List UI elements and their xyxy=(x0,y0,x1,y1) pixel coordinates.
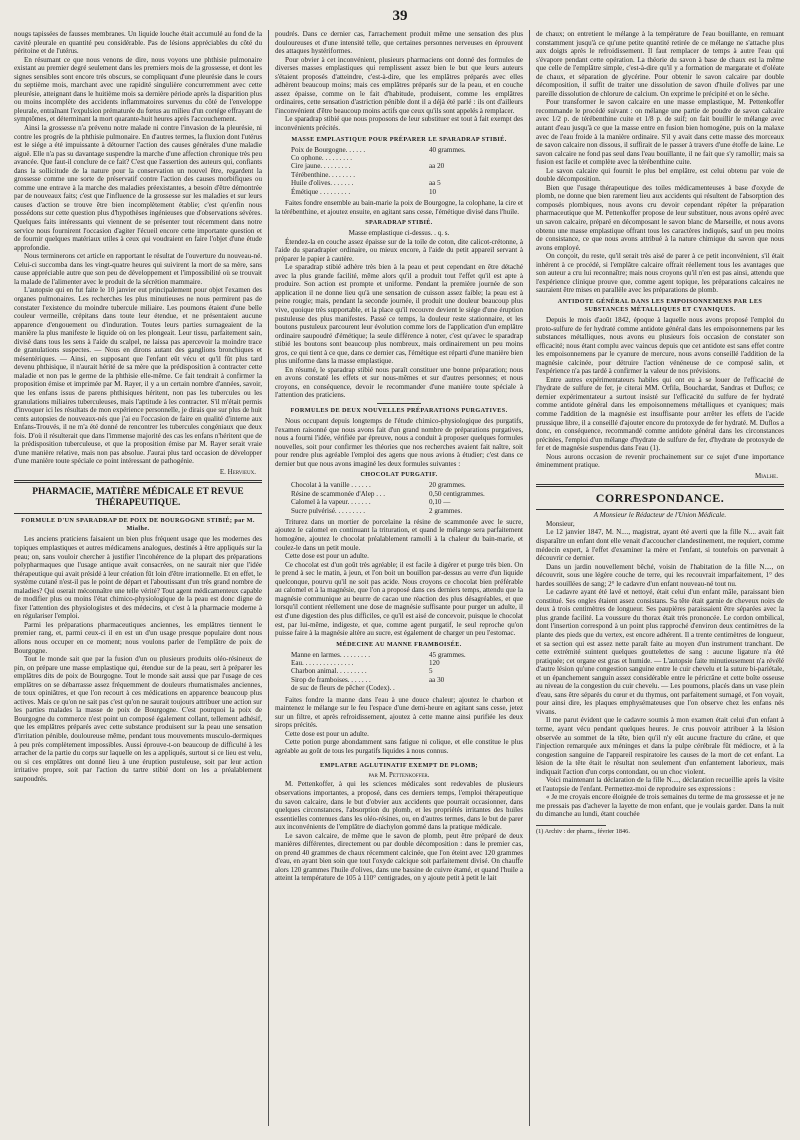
recipe-heading: SPARADRAP STIBIÉ. xyxy=(365,219,433,227)
recipe-heading: MASSE EMPLASTIQUE POUR PRÉPARER LE SPARADRAP STIBIÉ. xyxy=(291,135,507,143)
page-number: 39 xyxy=(392,8,408,24)
column-1 xyxy=(14,30,262,1130)
recipe-row: de suc de fleurs de pêcher (Codex). . xyxy=(291,684,395,693)
recipe-list xyxy=(291,651,491,693)
paragraph: Le savon calcaire, de même que le savon de plomb, peut être préparé de deux manières différentes, directement ou par double décomposition : dans le premier cas, on prend 40 grammes de chaux récemment calcinée, que l'on éteint avec 120 grammes d'eau, en ayant bien soin que tout l'oxyde calcique soit parfaitement divisé. On chauffe alors 120 grammes l'huile d'olives, dans une bassine de cuivre étamé, et quand l'huile a atteint la température de 105 à 110° centigrades, on y ajoute petit à petit le lait xyxy=(275,831,523,883)
recipe-row: Manne en larmes. . . . . . . . . 45 grammes. xyxy=(291,650,466,659)
section-rule xyxy=(14,480,262,481)
separator xyxy=(377,403,421,404)
paragraph: On conçoit, du reste, qu'il serait très aisé de parer à ce petit inconvénient, s'il était inhérent à ce procédé, si l'emplâtre calcaire offrait réellement tous les avantages que son auteur a cru lui reconnaître; mais nous croyons qu'il n'en est pas ainsi, attendu que l'expérience clinique prouve que, comme agent topique, les préparations calcaires ne sauraient être mises en parallèle avec les préparations de plomb. xyxy=(536,252,784,295)
column-3 xyxy=(536,30,784,1130)
paragraph: nougs tapissées de fausses membranes. Un liquide louche était accumulé au fond de la cavité pleurale en quantité peu considérable. Pas de lésions appréciables du côté du péritoine et de l'utérus. xyxy=(14,30,262,56)
column-divider xyxy=(529,30,530,1126)
formula-heading: FORMULE D'UN SPARADRAP DE POIX DE BOURGOGNE STIBIÉ; par M. Mialhe. xyxy=(21,517,255,533)
paragraph: Bien que l'usage thérapeutique des toiles médicamenteuses à base d'oxyde de plomb, ne donne que bien rarement lieu aux accidents qui résultent de l'absorption des composés plombiques, nous avons cru devoir cependant répéter la préparation pharmaceutique que M. Pettenkoffer propose de leur substituer, nous avons opéré avec un savon calcaire, préparé en décomposant le savon blanc de Marseille, et nous avons obtenu une masse emplastique offrant tous les caractères indiqués, sauf un peu moins de consistance, ce que nous avons attribué à la nature chimique du savon que nous avons employé. xyxy=(536,183,784,252)
recipe-row: Émétique . . . . . . . . . 10 xyxy=(291,187,437,196)
recipe-row: Sucre pulvérisé. . . . . . . . . 2 grammes. xyxy=(291,506,463,515)
paragraph: Le sparadrap stibié adhère très bien à la peau et peut cependant en être détaché avec la plus grande facilité, même alors qu'il a produit tout l'effet qu'il est apte à produire. Son action est prompte et uniforme. Pendant la première journée de son application il ne donne lieu qu'à une sensation de cuisson assez faible; la peau est à peine rougie; mais, pendant la seconde journée, il produit une douleur beaucoup plus vive, quoique très supportable, et la place qu'il recouvre devient le siége d'une éruption pustuleuse des plus manifestes. Passé ce temps, la douleur reste stationnaire, et les boutons pustuleux parcourent leur évolution comme lors de l'application d'un emplâtre ordinaire saupoudré d'émétique; la seule différence à noter, c'est qu'avec le sparadrap stibié les boutons sont beaucoup plus nombreux, mais ordinairement un peu moins gros, ce qui tient à ce que, dans ce dernier cas, l'émétique est réparti d'une manière bien plus uniforme dans la masse emplastique. xyxy=(275,263,523,366)
letter-address: A Monsieur le Rédacteur de l'Union Médicale. xyxy=(593,511,727,520)
recipe-list xyxy=(291,146,491,196)
paragraph: Le cadavre ayant été lavé et nettoyé, était celui d'un enfant mâle, paraissant bien constitué. Ses ongles étaient assez consistans. Sa tête était garnie de cheveux noirs de deux à trois centimètres de longueur. Ses paupières paraissaient être séparées avec la plus grande facilité. La voussure du thorax était très prononcée. Le cordon ombilical, dont l'insertion correspond à un point plus rapproché d'environ deux centimètres de la plante des pieds que du vertex, est encore adhérent. Il a trente centimètres de longueur, et sa section qui est assez nette paraît faite au moyen d'un instrument tranchant. De cette extrémité suintent quelques gouttelettes de sang : aucune ligature n'a été pratiquée; cet organe est gras et humide. — L'autopsie faite minutieusement n'a révélé d'autre lésion qu'une congestion sanguine entre le cuir chevelu et la suture bi-pariétale, et un épanchement sanguin assez considérable entre le péricrâne et cette boîte osseuse au niveau de la congestion du cuir chevelu. — Les poumons, placés dans un vase plein d'eau, sans être séparés du cœur et du thymus, ont parfaitement surnagé, et l'on voyait, pour ainsi dire, les plaques emphysémateuses que l'on observe chez les enfans nés vivans. xyxy=(536,588,784,716)
recipe-row: Cire jaune. . . . . . . . . aa 20 xyxy=(291,162,445,171)
paragraph: M. Pettenkoffer, à qui les sciences médicales sont redevables de plusieurs observations importantes, a proposé, dans ces derniers temps, l'emploi thérapeutique du savon calcaire, dans le but d'obvier aux accidents que pourrait occasionner, dans quelques circonstances, l'absorption du plomb, et les propriétés irritantes des huiles essentielles contenues dans les oléo-résines, ou, en d'autres termes, dans le but de parer aux inconvénients de l'emplâtre de diachylon gommé dans la pratique médicale. xyxy=(275,780,523,832)
recipe-row: Charbon animal. . . . . . . . . 5 xyxy=(291,667,433,676)
section-rule xyxy=(536,484,784,485)
paragraph: Faites fondre la manne dans l'eau à une douce chaleur; ajoutez le charbon et maintenez le mélange sur le feu l'espace d'une demi-heure en agitant sans cesse, jetez sur un filtre, et après refroidissement, ajoutez à cette manne ainsi purifiée les deux sirops précités. xyxy=(275,695,523,730)
paragraph: Masse emplastique ci-dessus. . q. s. xyxy=(348,229,450,238)
author-signature: Mialhe. xyxy=(755,471,778,480)
paragraph: poudrés. Dans ce dernier cas, l'arrachement produit même une sensation des plus douloureuses et d'une intensité telle, que certaines personnes nerveuses en éprouvent des attaques hystériformes. xyxy=(275,30,523,56)
section-rule xyxy=(14,482,262,483)
paragraph: Tout le monde sait que par la fusion d'un ou plusieurs produits oléo-résineux de pin, on prépare une masse emplastique qui, étendue sur de la peau, sert à préparer les emplâtres dits de poix de Bourgogne. Tout le monde sait aussi que par l'usage de ces emplâtres on se débarrasse assez fréquemment de douleurs rhumatismales anciennes, de toux opiniâtres, et que l'on recourt à ces médications en apparence beaucoup plus actives. Mais ce qu'on ne sait pas c'est qu'on ne saurait toujours attribuer une action sur les parties malades la masse de poix de Bourgogne. C'est pourquoi la poix de Bourgogne du commerce n'est point un composé également collant, tellement adhésif, que les emplâtres préparés avec cette substance produisent sur la peau une sensation d'irritation pénible, douloureuse même, pendant tous mouvements musculo-dermiques à peu près complètement impossibles. Aussi éprouve-t-on beaucoup de difficulté à les arracher de la partie du corps sur laquelle on les a appliqués, surtout si ce lieu est velu, ou si ces emplâtres ont donné lieu à une éruption pustuleuse, soit par leur action irritative propre, soit par l'action du tartre stibié dont on les a préalablement saupoudrés. xyxy=(14,655,262,783)
paragraph: Cette potion purge abondamment sans fatigue ni colique, et elle constitue le plus agréable au goût de tous les purgatifs liquides à nous connus. xyxy=(275,738,523,755)
recipe-row: Poix de Bourgogne. . . . . . 40 grammes. xyxy=(291,145,466,154)
section-heading: PHARMACIE, MATIÈRE MÉDICALE ET REVUE THÉRAPEUTIQUE. xyxy=(32,487,244,509)
section-subheading: EMPLATRE AGLUTINATIF EXEMPT DE PLOMB; xyxy=(320,762,478,770)
letter-salutation: Monsieur, xyxy=(546,519,575,528)
column-2 xyxy=(275,30,523,1130)
paragraph: Nous aurons occasion de revenir prochainement sur ce sujet d'une importance éminemment pratique. xyxy=(536,452,784,470)
paragraph: de chaux; on entretient le mélange à la température de l'eau bouillante, en remuant constamment jusqu'à ce qu'une petite quantité retirée de ce mélange ne s'attache plus aux doigts après le refroidissement. Il faut remplacer de temps à autre l'eau qui s'évapore pendant cette opération. La théorie du savon à base de chaux est la même que celle de l'emplâtre simple, c'est-à-dire qu'il y a formation de margarate et d'oléate de chaux, et séparation de glycérine. Pour obtenir le savon calcaire par double décomposition, il suffit de traiter une dissolution de savon d'huile d'olives par une pareille dissolution de chlorure de calcium. On exprime le précipité et on le sèche. xyxy=(536,30,784,98)
paragraph: Nous occupant depuis longtemps de l'étude chimico-physiologique des purgatifs, l'examen raisonné que nous avons fait d'un grand nombre de préparations purgatives, nous a fourni l'idée, vérifiée par épreuve, nous a conduit à proposer quelques formules nouvelles, soit pour confirmer les théories que nos recherches avaient fait naître, soit pour rendre plus agréable l'emploi des agens que nous avions à étudier; c'est dans ce dernier but que nous avons imaginé les deux formules suivantes : xyxy=(275,417,523,468)
byline: par M. Pettenkoffer. xyxy=(368,772,430,780)
paragraph: Faites fondre ensemble au bain-marie la poix de Bourgogne, la colophane, la cire et la térébenthine, et ajoutez ensuite, en agitant sans cesse, l'émétique divisé dans l'huile. xyxy=(275,199,523,216)
section-subheading: FORMULES DE DEUX NOUVELLES PRÉPARATIONS PURGATIVES. xyxy=(290,407,508,415)
section-subheading: ANTIDOTE GÉNÉRAL DANS LES EMPOISONNEMENS PAR LES SUBSTANCES MÉTALLIQUES ET CYANIQUES. xyxy=(557,297,763,313)
paragraph: Depuis le mois d'août 1842, époque à laquelle nous avons proposé l'emploi du proto-sulfure de fer hydraté comme antidote général dans les empoisonnemens par les substances métalliques, nous avons eu plusieurs fois occasion de constater son efficacité; nous étant complu avec vaincus depuis que cet antidote est sans effet contre les empoisonnemens par le cyanure de mercure, nous avons conseillé l'addition de la magnésie calcinée, pour détruire l'action vénéneuse de ce composé salin, et l'expérience n'a pas tardé à confirmer la valeur de nos prévisions. xyxy=(536,315,784,376)
paragraph: Le sparadrap stibié que nous proposons de leur substituer est tout à fait exempt des inconvénients précités. xyxy=(275,115,523,133)
recipe-row: Résine de scammonée d'Alep . . . 0,50 centigrammes. xyxy=(291,489,485,498)
paragraph: Triturez dans un mortier de porcelaine la résine de scammonée avec le sucre, ajoutez le calomel en continuant la trituration, et quand le mélange sera parfaitement homogène, ajoutez le chocolat préalablement ramolli à la chaleur du bain-marie, et coulez-le dans un petit moule. xyxy=(275,517,523,552)
paragraph: Pour obvier à cet inconvénient, plusieurs pharmaciens ont donné des formules de diverses masses emplastiques qui remplissent assez bien le but que leurs auteurs s'étaient proposés d'atteindre, c'est-à-dire, que les emplâtres préparés avec elles adhèrent beaucoup moins; mais ces emplâtres préparés sur de la peau, et en couche assez épaisse, comme on le fait d'habitude, produisent, comme les emplâtres ordinaires, cette sensation d'astriction pénible dont il a déjà été parlé : ils ont d'ailleurs l'inconvénient d'être beaucoup moins actifs que ceux qu'ils sont appelés à remplacer. xyxy=(275,55,523,115)
recipe-row: Sirop de framboises. . . . . . . aa 30 xyxy=(291,675,445,684)
paragraph: Le 12 janvier 1847, M. N...., magistrat, ayant été averti que la fille N.... avait fait disparaître un enfant dont elle venait d'accoucher clandestinement, me requiert, comme médecin expert, à l'effet d'examiner la mère et l'enfant, si toutefois on parvenait à découvrir ce dernier. xyxy=(536,528,784,563)
paragraph: En résumant ce que nous venons de dire, nous voyons une phthisie pulmonaire existant au premier degré seulement dans les premiers mois de la grossesse, et dont les signes sensibles sont encore très obscurs, se compliquant d'une pleurésie dans le cours du septième mois, marchant avec une rapidité singulière concurremment avec cette pleurésie, atteignant dans le huitième mois sa dernière période après la disparition plus ou moins incomplète des accidents inflammatoires survenus du côté de l'enveloppe pleurale, entraînant l'expulsion prématurée du fœtus au milieu d'un cortége effrayant de symptômes, et déterminant la mort quarante-huit heures après l'accouchement. xyxy=(14,55,262,124)
paragraph: Cette dose est pour un adulte. xyxy=(285,552,369,561)
paragraph: Cette dose est pour un adulte. xyxy=(285,729,369,738)
recipe-row: Chocolat à la vanille . . . . . . 20 grammes. xyxy=(291,481,466,490)
section-rule xyxy=(14,513,262,514)
paragraph: Étendez-la en couche assez épaisse sur de la toile de coton, dite calicot-crétonne, à l'aide du sparadrapier ordinaire, ou mieux encore, à l'aide du petit appareil servant à préparer le papier à cautère. xyxy=(275,237,523,263)
paragraph: Parmi les préparations pharmaceutiques anciennes, les emplâtres tiennent le premier rang, et, parmi ceux-ci il en est un d'un usage presque populaire dont nous allons nous occuper en ce moment; nous voulons parler de l'emplâtre de poix de Bourgogne. xyxy=(14,620,262,655)
paragraph: Nous terminerons cet article en rapportant le résultat de l'ouverture du nouveau-né. Celui-ci succomba dans les vingt-quatre heures qui suivirent la mort de sa mère, sans cause appréciable autre que son peu de développement et l'impossibilité où se trouvait la malade de l'alimenter avec le produit de la sécrétion mammaire. xyxy=(14,252,262,286)
paragraph: L'autopsie qui en fut faite le 10 janvier eut principalement pour objet l'examen des organes pulmonaires. Les recherches les plus minutieuses ne nous permirent pas de constater l'existence du moindre tubercule miliaire. Les poumons étaient d'une belle couleur vermeille, crépitans dans toute leur étendue, et ne présentaient aucune apparence d'engouement ou d'induration. Toutes leurs parties surnageaient de la manière la plus manifeste le liquide où on les plongeait. Leur tissu, parfaitement sain, divisé dans tous les sens à l'aide du scalpel, ne laissa pas apercevoir la moindre trace de granulations suspectes. — Nous en dirons autant des ganglions bronchiques et mésentériques. — Ainsi, en supposant que l'enfant eût vécu et qu'il fût plus tard devenu phthisique, il n'aurait hérité de sa mère que la prédisposition à contracter cette maladie et non pas le germe de la phthisie elle-même. Ce fait tendrait à confirmer la proposition émise et imprimée par M. Rayer, il y a un certain nombre d'années, savoir, que les enfans issus de parens phthisiques héritent, non pas les tubercules ou les granulations miliaires tuberculeuses, mais l'aptitude à les contracter. S'il m'était permis d'invoquer ici les résultats de mon expérience personnelle, je dirais que sur plus de huit cents autopsies de nouveaux-nés que j'ai eu l'occasion de faire en qualité d'interne aux Enfans-Trouvés, il ne m'a été donné de rencontrer les tubercules congéniaux que deux fois. D'où il résulterait que dans l'immense majorité des cas les enfans n'héritent que de la prédisposition tuberculeuse, et que la proposition émise par M. Rayer serait vraie d'une manière relative, mais non pas absolue. J'aurai plus tard occasion de développer d'une manière toute spéciale ce point intéressant de pathogénie. xyxy=(14,286,262,466)
footnote-rule xyxy=(536,825,606,826)
paragraph: Ainsi la grossesse n'a prévenu notre malade ni contre l'invasion de la pleurésie, ni contre les progrès de la phthisie pulmonaire. En d'autres termes, la fluxion dont l'utérus est le siége a été impuissante à détourner l'action des causes générales d'une maladie aiguë. Elle n'a pas su davantage suspendre la marche d'une affection chronique très peu avancée. Que faut-il conclure de ce fait? C'est que l'assertion des auteurs qui, confiants dans la sollicitude de la nature pour la conservation un nouvel être, regardent la grossesse comme une sorte de préservatif contre l'action des causes morbifiques ou comme une entrave à la marche des maladies préexistantes, a besoin d'être démontrée par de nouveaux faits; c'est que l'influence de la grossesse sur les maladies et sur leurs causes d'action se trouve être bien incomplètement établie; c'est qu'enfin nous possédons sur cette question plus d'hypothèses ingénieuses que d'observations sévères. Quelques faits intéressants qui viennent de se présenter tout récemment dans notre service nous fournirent l'occasion d'agiter l'écueil encore cette importante question et de fournir quelques matériaux utiles à ceux qui voudraient en faire l'objet d'une étude approfondie. xyxy=(14,124,262,252)
separator xyxy=(377,758,421,759)
paragraph: Dans un jardin nouvellement bêché, voisin de l'habitation de la fille N...., on découvrit, sous une légère couche de terre, qui les recouvrait imparfaitement, 1° des hardes souillées de sang; 2° le cadavre d'un enfant nouveau-né tout nu. xyxy=(536,562,784,588)
recipe-heading: MÉDECINE AU MANNE FRAMBOISÉE. xyxy=(336,640,462,648)
footnote: (1) Archiv : der pharm., février 1846. xyxy=(536,828,630,836)
recipe-row: Co ophone. . . . . . . . . xyxy=(291,153,353,162)
recipe-heading: CHOCOLAT PURGATIF. xyxy=(360,471,438,479)
recipe-row: Eau. . . . . . . . . . . . . . . 120 xyxy=(291,659,440,667)
paragraph: Pour transformer le savon calcaire en une masse emplastique, M. Pettenkoffer recommande le procédé suivant : on mélange une partie de poudre de savon calcaire avec 1/2 p. de térébenthine cuite et 1/8 p. de suif; on fait bouillir le mélange avec autant d'eau jusqu'à ce que la masse entre en fusion bien homogène, puis on la malaxe avec de l'eau froide à la manière ordinaire. S'il y avait dans cette masse des morceaux de savon calcaire non dissous, il suffirait de le passer à travers d'une étoffe de laine. Le savon calcaire ne fond pas seul dans l'eau bouillante, il ne fait que s'y ramollir; mais sa fusion est facile et complète avec la térébenthine cuite. xyxy=(536,98,784,167)
paragraph: Il me parut évident que le cadavre soumis à mon examen était celui d'un enfant à terme, ayant vécu pendant quelques heures. Je crus pouvoir attribuer à la lésion observée au sommet de la tête, bien qu'il n'y eût aucune fracture du crâne, et que l'injection remarquée aux méninges et dans la pulpe cérébrale fût médiocre, et à la congestion sanguine de l'appareil respiratoire les causes de la mort de cet enfant. La lésion de la tête était le résultat non seulement d'un enfantement laborieux, mais indiquait l'action d'un corps contondant, ou un choc violent. xyxy=(536,716,784,776)
recipe-row: Térébenthine. . . . . . . . xyxy=(291,170,356,179)
paragraph: Ce chocolat est d'un goût très agréable; il est facile à digérer et purge très bien. On le prend à sec le matin, à jeun, et l'on boit un bouillon par-dessus au verre d'un liquide quelconque, pourvu qu'il ne soit pas acide. Nous croyons ce chocolat bien préférable au calomel et à la magnésie, que l'on a proposé dans ces derniers temps, attendu que la magnésie communique au beurre de cacao une réaction des plus désagréables, et que lorsqu'il contient réellement une dose de magnésie suffisante pour purger un adulte, il est d'une digestion des plus difficiles, ce qu'il est aisé de concevoir, puisque le chocolat est, par lui-même, indigeste, et que, comme agent purgatif, le seul reproche qu'on puisse faire à la magnésie altère au sucre, est également de charger un peu l'estomac. xyxy=(275,560,523,638)
column-divider xyxy=(268,30,269,1126)
recipe-row: Calomel à la vapeur. . . . . . . 0,10 — xyxy=(291,498,451,507)
paragraph: En résumé, le sparadrap stibié nous paraît constituer une bonne préparation; nous en avons constaté les effets et sur nous-mêmes et sur d'autres personnes; et nous croyons, en conséquence, devoir le recommander d'une manière toute spéciale à l'attention des praticiens. xyxy=(275,365,523,400)
paragraph: Les anciens praticiens faisaient un bien plus fréquent usage que les modernes des topiques emplastiques et autres médicamens analogues, destinés à être appliqués sur la peau; on, sans vouloir chercher à justifier l'incohérence de la plupart des préparations polypharmaques que l'usage antique avait consacrées, on ne saurait nier que l'idée thérapeutique qui avait présidé à leur création fût loin d'être irrationnelle. Et en effet, le système cutané n'est-il pas le point de départ et l'aboutissant d'un très grand nombre de maladies? Qui oserait méconnaître une telle vérité? Tout agent médicamenteux capable de modifier plus ou moins l'état chimico-physiologique de la peau est donc digne de fixer l'attention des physiologistes et des médecins, et c'est à la pharmacie moderne à en régulariser l'emploi. xyxy=(14,535,262,621)
author-signature: E. Hervieux. xyxy=(219,467,256,476)
paragraph: Voici maintenant la déclaration de la fille N...., déclaration recueillie après la visite et l'autopsie de l'enfant. Permettez-moi de reproduire ses expressions : xyxy=(536,776,784,793)
paragraph: Entre autres expérimentateurs habiles qui ont eu à se louer de l'efficacité de l'hydrate de sulfure de fer, je citerai MM. Orfila, Bouchardat, Sandras et Duflos; ce dernier expérimentateur a surtout insisté sur l'efficacité du sulfure de fer hydraté comme antidote général dans les empoisonnemens métalliques et cyaniques; mais comme l'addition de la magnésie est insuffisante pour arrêter les effets de l'acide prussique libre, il a conseillé d'ajouter encore du protoxyde de fer hydraté. M. Duflos a donc, en conséquence, recommandé comme antidote général dans les circonstances précitées, l'emploi d'un mélange d'hydrate de sulfure de fer, d'hydrate de protoxyde de fer et de magnésie suspendus dans l'eau (1). xyxy=(536,375,784,453)
recipe-list xyxy=(291,481,491,515)
paragraph: Le savon calcaire qui fournit le plus bel emplâtre, est celui obtenu par voie de double décomposition. xyxy=(536,166,784,184)
recipe-row: Huile d'olives. . . . . . . aa 5 xyxy=(291,179,441,188)
section-rule xyxy=(536,486,784,487)
paragraph: « Je me croyais encore éloignée de trois semaines du terme de ma grossesse et je ne me pressais pas d'achever la layette de mon enfant, que je voulais garder. Dans la nuit du dimanche au lundi, étant couchée xyxy=(536,793,784,819)
section-heading: CORRESPONDANCE. xyxy=(595,491,725,506)
section-rule xyxy=(536,509,784,510)
